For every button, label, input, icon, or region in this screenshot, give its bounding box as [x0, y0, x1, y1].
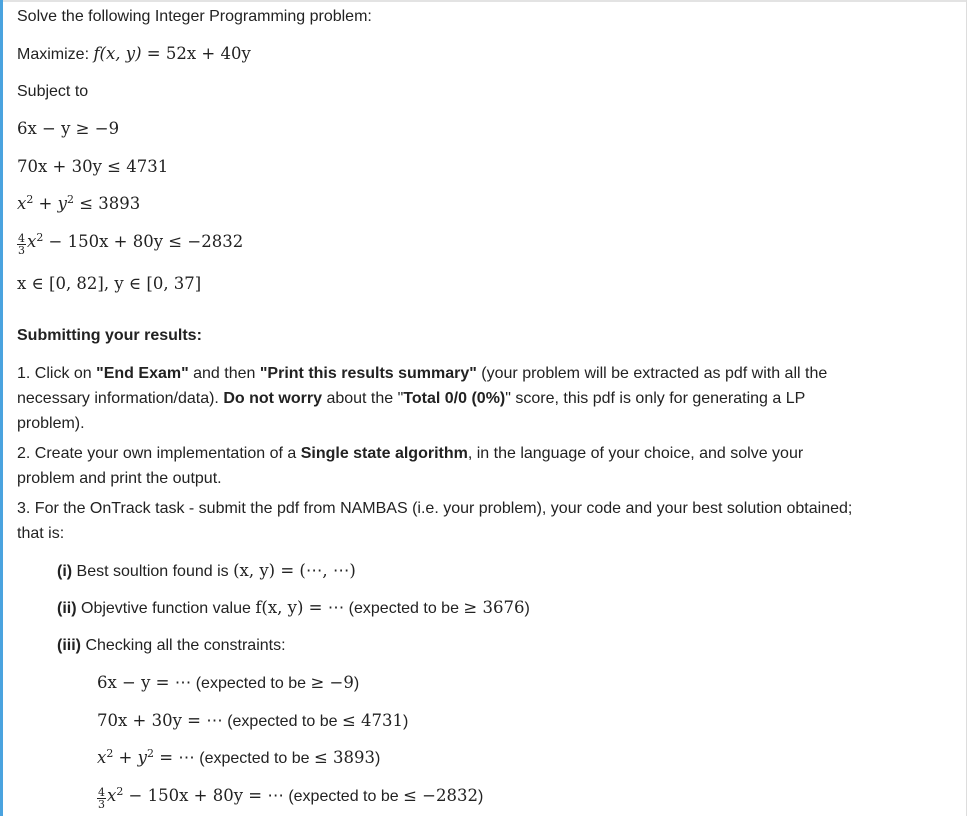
check-constraint-3: $x^2 + y^2$ = ⋯ (expected to be ≤ 3893) [97, 747, 381, 767]
objective-line [17, 43, 251, 66]
item-iii: (iii) Checking all the constraints: [57, 637, 286, 654]
item-i: (i) Best soultion found is (x, y) = (⋯, ⋯) [57, 561, 356, 580]
step-1: 1. Click on "End Exam" and then "Print this results summary" (your problem will be extracted as pdf with all the necessary information/data). Do not worry about the "Total 0/0 (0%)" score, this pdf is only for generating a LP problem). [17, 365, 828, 432]
constraint-3-rhs: ≤ 3893 [73, 194, 141, 213]
constraint-1: 6x − y ≥ −9 [17, 119, 120, 138]
check-constraint-2: 70x + 30y = ⋯ (expected to be ≤ 4731) [97, 711, 409, 730]
objective-rhs: = 52x + 40y [141, 44, 251, 63]
check-constraint-4: $\frac{4}{3}$ $x^2 - 150x + 80y$ = ⋯ (expected to be ≤ −2832) [98, 785, 484, 811]
constraint-3: $x^2 + y^2 \le 3893$ [17, 193, 141, 213]
fraction: $\frac{4}{3}$ [98, 786, 105, 811]
step-2: 2. Create your own implementation of a Single state algorithm, in the language of your choice, and solve your problem and print the output. [17, 445, 804, 487]
fraction: $\frac{4}{3}$ [18, 232, 25, 257]
constraint-4-rest: − 150x + 80y ≤ −2832 [43, 232, 244, 251]
problem-intro: Solve the following Integer Programming problem: [17, 8, 372, 25]
expected-objective: ≥ 3676 [463, 598, 525, 617]
print-summary-text: "Print this results summary" [259, 365, 477, 382]
objective-value-math: f(x, y) = ⋯ [255, 598, 345, 617]
submit-heading: Submitting your results: [17, 327, 202, 344]
objective-lhs: f(x, y) [93, 44, 142, 63]
step-3: 3. For the OnTrack task - submit the pdf from NAMBAS (i.e. your problem), your code and your best solution obtained; that is: [17, 500, 853, 542]
constraint-4: $\frac{4}{3}$ $x^2 - 150x + 80y \le -2832$ [18, 231, 244, 257]
left-accent-bar [0, 0, 3, 816]
constraint-2: 70x + 30y ≤ 4731 [17, 157, 169, 176]
item-ii: (ii) Objevtive function value f(x, y) = ⋯ (expected to be ≥ 3676) [57, 598, 530, 617]
top-border [0, 0, 967, 2]
end-exam-text: "End Exam" [96, 365, 189, 382]
variable-domain: x ∈ [0, 82], y ∈ [0, 37] [17, 274, 202, 293]
single-state-text: Single state algorithm [300, 445, 468, 462]
maximize-label: Maximize: [17, 46, 94, 63]
subject-to-label: Subject to [17, 83, 89, 100]
do-not-worry-text: Do not worry [223, 390, 322, 407]
best-solution-math: (x, y) = (⋯, ⋯) [233, 561, 356, 580]
total-score-text: Total 0/0 (0%) [403, 390, 506, 407]
check-constraint-1: 6x − y = ⋯ (expected to be ≥ −9) [97, 673, 360, 692]
